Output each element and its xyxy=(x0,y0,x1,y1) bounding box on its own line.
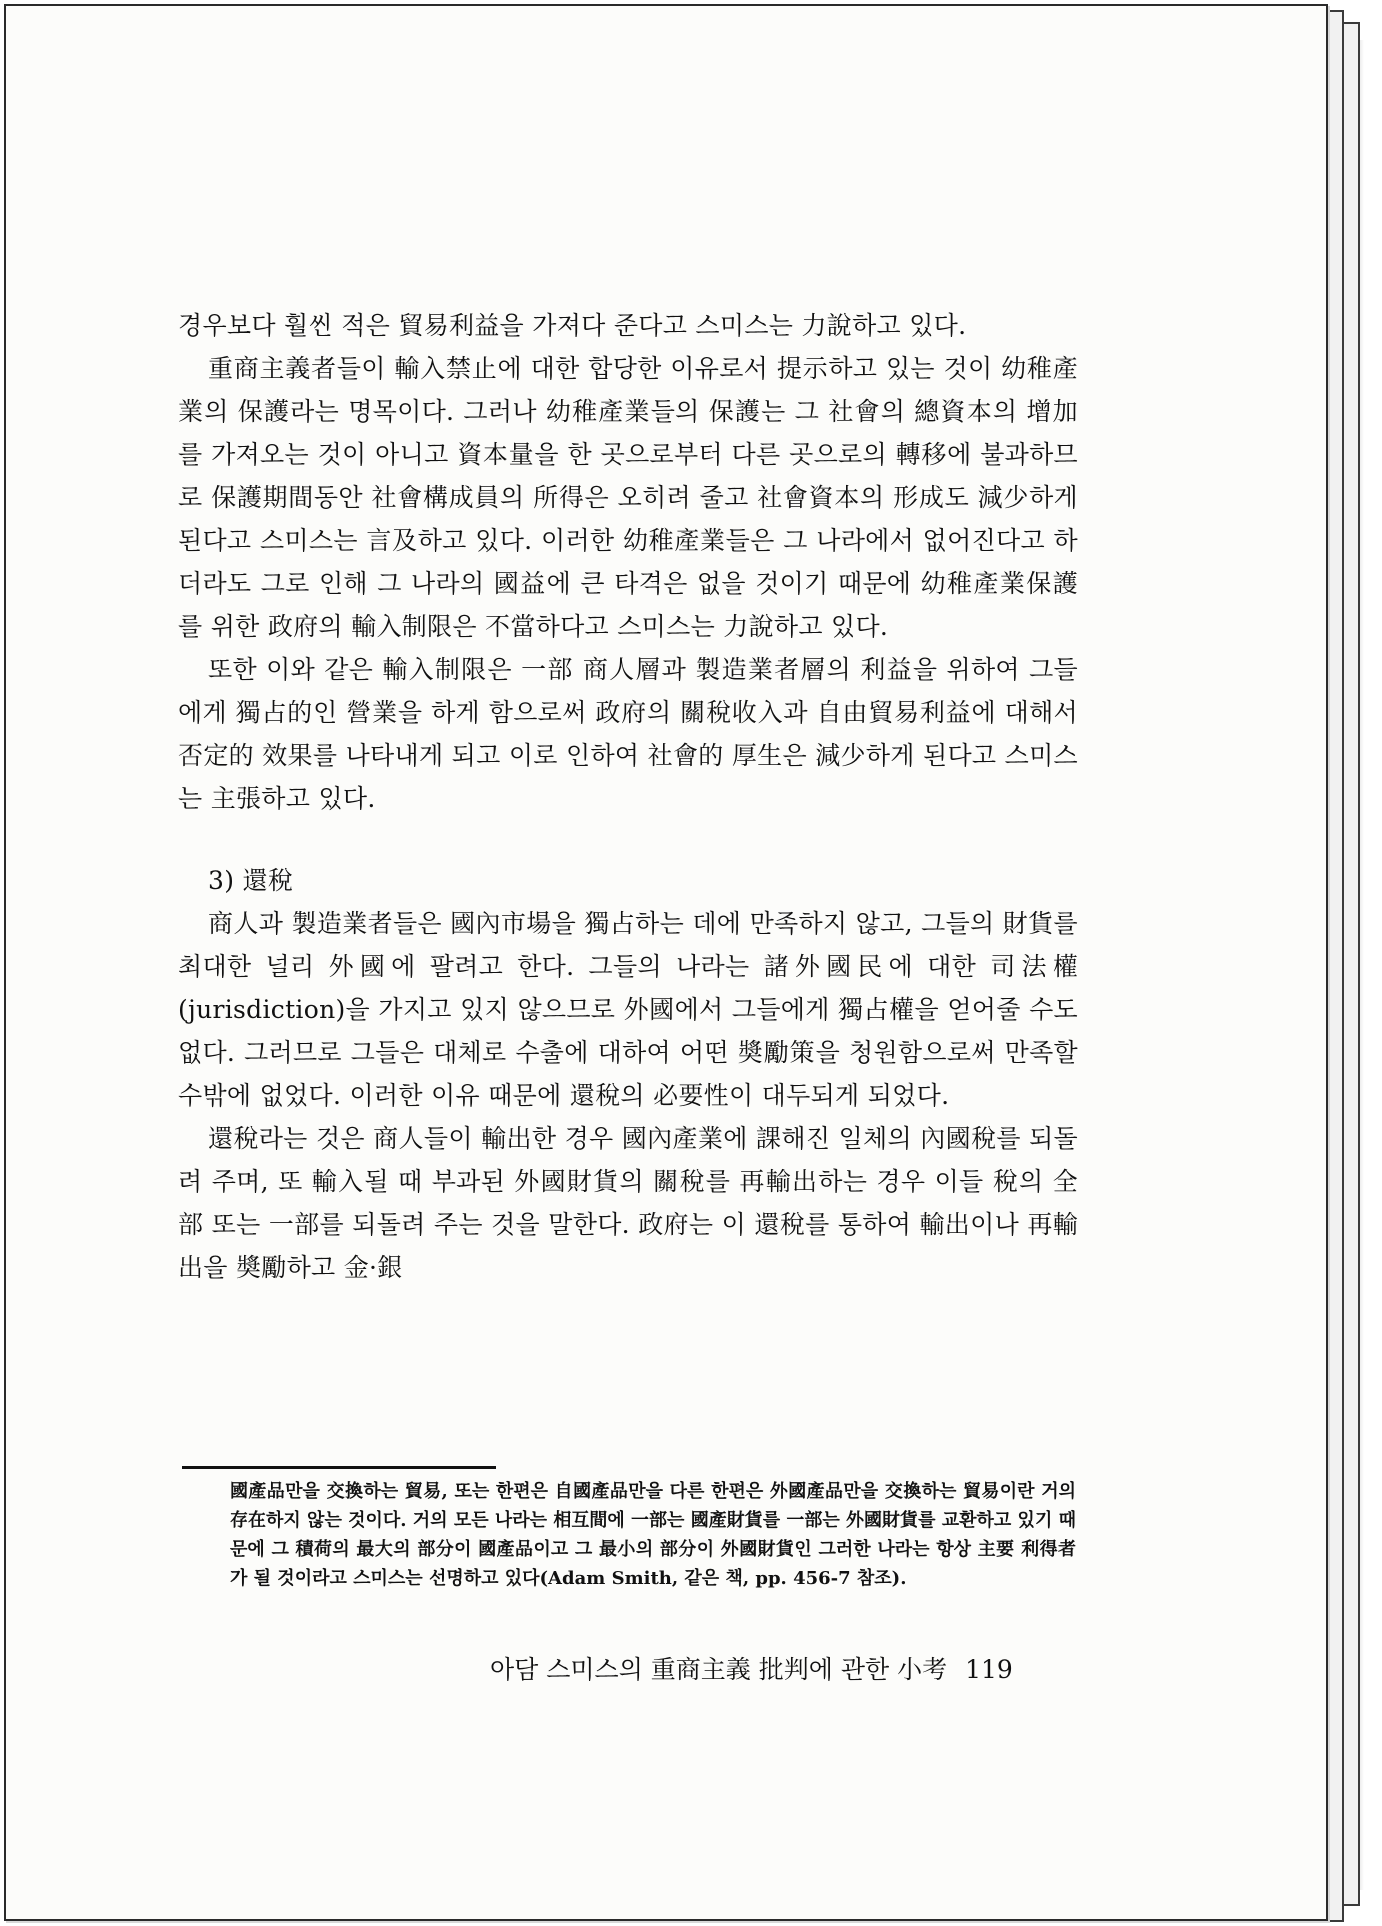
footnote-text: 國產品만을 交換하는 貿易, 또는 한편은 自國產品만을 다른 한편은 外國產品만을 交換하는 貿易이란 거의 存在하지 않는 것이다. 거의 모든 나라는 相互間에 一部는 國產財貨를 一部는 外國財貨를 교환하고 있기 때문에 그 積荷의 最大의 部分이 國產品이고 그 最小의 部分이 外國財貨인 그러한 나라는 항상 主要 利得者가 될 것이라고 스미스는 선명하고 있다(Adam Smith, 같은 책, pp. 456-7 참조). xyxy=(230,1481,1076,1589)
paragraph: 重商主義者들이 輸入禁止에 대한 합당한 이유로서 提示하고 있는 것이 幼稚產業의 保護라는 명목이다. 그러나 幼稚產業들의 保護는 그 社會의 總資本의 增加를 가져오는 것이 아니고 資本量을 한 곳으로부터 다른 곳으로의 轉移에 불과하므로 保護期間동안 社會構成員의 所得은 오히려 줄고 社會資本의 形成도 減少하게 된다고 스미스는 言及하고 있다. 이러한 幼稚產業들은 그 나라에서 없어진다고 하더라도 그로 인해 그 나라의 國益에 큰 타격은 없을 것이기 때문에 幼稚產業保護를 위한 政府의 輸入制限은 不當하다고 스미스는 力說하고 있다. xyxy=(178,354,1078,641)
paragraph: 還稅라는 것은 商人들이 輸出한 경우 國內產業에 課해진 일체의 內國稅를 되돌려 주며, 또 輸入될 때 부과된 外國財貨의 關稅를 再輸出하는 경우 이들 稅의 全部 또는 一部를 되돌려 주는 것을 말한다. 政府는 이 還稅를 통하여 輸出이나 再輸出을 奬勵하고 金·銀 xyxy=(178,1124,1078,1282)
running-footer xyxy=(490,1650,1090,1686)
footnote xyxy=(230,1477,1076,1593)
footnote-rule xyxy=(182,1466,496,1469)
section-heading: 3) 還稅 xyxy=(208,866,294,895)
paragraph: 또한 이와 같은 輸入制限은 一部 商人層과 製造業者層의 利益을 위하여 그들에게 獨占的인 營業을 하게 함으로써 政府의 關稅收入과 自由貿易利益에 대해서 否定的 效果를 나타내게 되고 이로 인하여 社會的 厚生은 減少하게 된다고 스미스는 主張하고 있다. xyxy=(178,655,1078,813)
paragraph: 商人과 製造業者들은 國內市場을 獨占하는 데에 만족하지 않고, 그들의 財貨를 최대한 널리 外國에 팔려고 한다. 그들의 나라는 諸外國民에 대한 司法權(jurisdiction)을 가지고 있지 않으므로 外國에서 그들에게 獨占權을 얻어줄 수도 없다. 그러므로 그들은 대체로 수출에 대하여 어떤 奬勵策을 청원함으로써 만족할 수밖에 없었다. 이러한 이유 때문에 還稅의 必要性이 대두되게 되었다. xyxy=(178,909,1078,1110)
paragraph: 경우보다 훨씬 적은 貿易利益을 가져다 준다고 스미스는 力說하고 있다. xyxy=(178,311,967,340)
page-number: 119 xyxy=(965,1655,1013,1684)
body-text xyxy=(178,304,1078,1289)
running-title: 아담 스미스의 重商主義 批判에 관한 小考 xyxy=(490,1655,948,1684)
